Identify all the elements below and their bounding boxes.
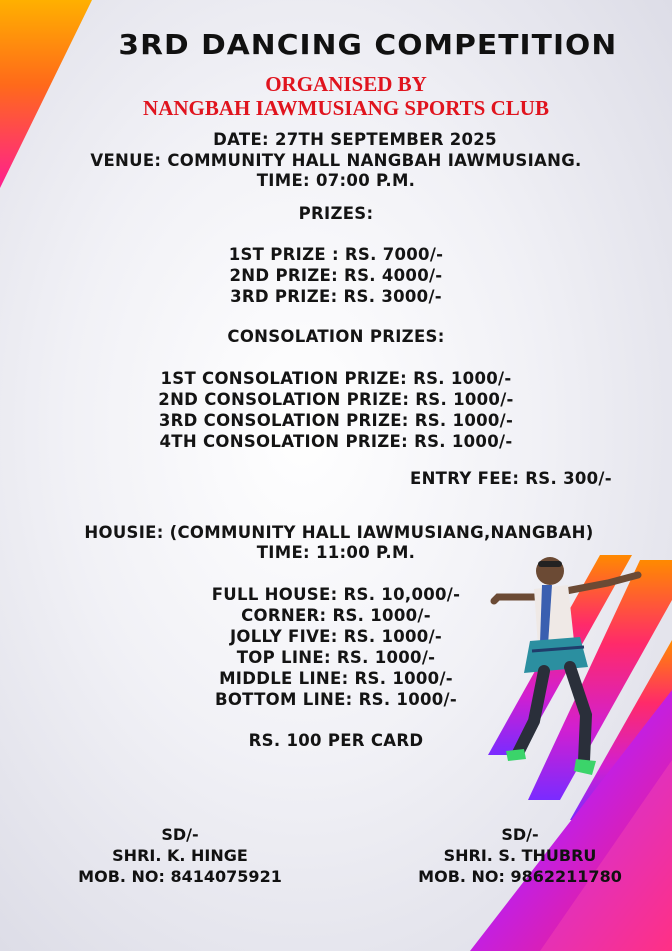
poster-title: 3RD DANCING COMPETITION (118, 28, 618, 61)
consolation-heading: CONSOLATION PRIZES: (227, 327, 445, 346)
consolation-item: 3RD CONSOLATION PRIZE: RS. 1000/- (158, 411, 514, 430)
prize-item: 3RD PRIZE: RS. 3000/- (230, 287, 442, 306)
signatory-right (400, 824, 640, 887)
card-price: RS. 100 PER CARD (248, 731, 424, 750)
signatory-sd: SD/- (501, 825, 539, 844)
housie-time: TIME: 11:00 P.M. (256, 543, 416, 562)
housie-heading: HOUSIE: (COMMUNITY HALL IAWMUSIANG,NANGBAH) (84, 523, 594, 542)
housie-prize: CORNER: RS. 1000/- (241, 606, 431, 625)
organised-by-label: ORGANISED BY (265, 72, 427, 96)
prize-item: 2ND PRIZE: RS. 4000/- (229, 266, 443, 285)
signatory-name: SHRI. S. THUBRU (443, 846, 597, 865)
housie-prize: MIDDLE LINE: RS. 1000/- (219, 669, 453, 688)
signatory-left (60, 824, 300, 887)
prizes-heading: PRIZES: (298, 204, 374, 223)
organiser-name: NANGBAH IAWMUSIANG SPORTS CLUB (143, 96, 549, 120)
event-time: TIME: 07:00 P.M. (256, 171, 416, 190)
entry-fee: ENTRY FEE: RS. 300/- (410, 469, 612, 488)
consolation-item: 2ND CONSOLATION PRIZE: RS. 1000/- (158, 390, 514, 409)
signatory-mobile: MOB. NO: 9862211780 (418, 867, 622, 886)
signatory-mobile: MOB. NO: 8414075921 (78, 867, 282, 886)
housie-prize: JOLLY FIVE: RS. 1000/- (229, 627, 443, 646)
event-date: DATE: 27TH SEPTEMBER 2025 (213, 130, 497, 149)
housie-prize: FULL HOUSE: RS. 10,000/- (211, 585, 461, 604)
event-venue: VENUE: COMMUNITY HALL NANGBAH IAWMUSIANG. (90, 151, 582, 170)
signatory-sd: SD/- (161, 825, 199, 844)
consolation-item: 4TH CONSOLATION PRIZE: RS. 1000/- (159, 432, 513, 451)
housie-prize: BOTTOM LINE: RS. 1000/- (214, 690, 458, 709)
consolation-item: 1ST CONSOLATION PRIZE: RS. 1000/- (160, 369, 512, 388)
housie-prize: TOP LINE: RS. 1000/- (236, 648, 436, 667)
signatory-name: SHRI. K. HINGE (112, 846, 248, 865)
prize-item: 1ST PRIZE : RS. 7000/- (228, 245, 444, 264)
